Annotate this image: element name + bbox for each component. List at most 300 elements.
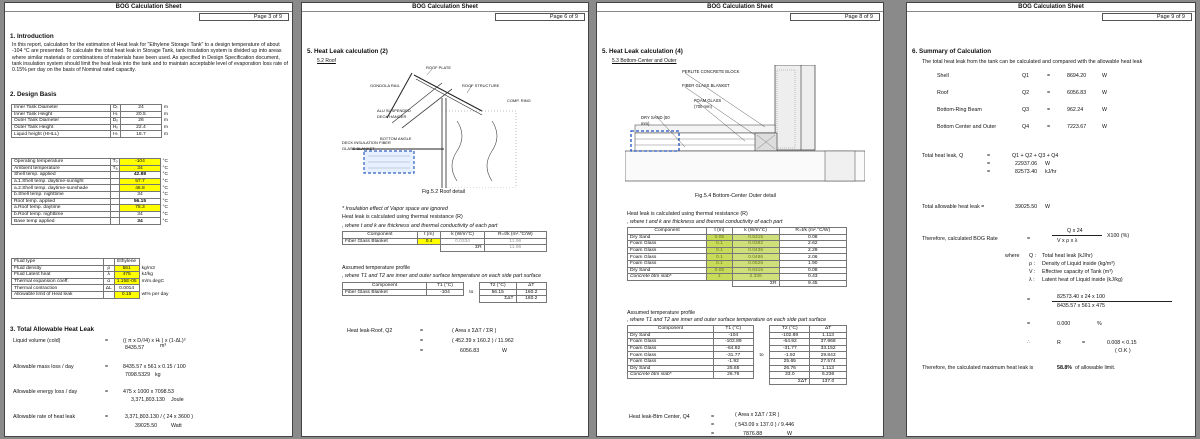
component-name: Dry Sand xyxy=(628,365,714,372)
label: Heat leak-Btm Center, Q4 xyxy=(629,414,690,420)
table-row xyxy=(12,165,171,172)
parameter-unit: °C xyxy=(162,165,168,171)
table-row xyxy=(12,105,171,112)
component-name: Foam Glass xyxy=(628,241,707,248)
unit: W xyxy=(1045,204,1050,210)
t2-value: 33.0 xyxy=(770,372,810,379)
delta-t-value: 1.113 xyxy=(810,365,847,372)
t2-value: 25.65 xyxy=(770,358,810,365)
parameter-value: 45.8 xyxy=(120,185,160,192)
parameter-value: 34 xyxy=(120,165,160,172)
parameter-unit: wt% per day xyxy=(141,292,169,298)
drawing-label: COMP. RING xyxy=(507,98,531,103)
temperature-profile-table xyxy=(627,325,847,385)
parameter-label: Fluid type xyxy=(12,259,104,266)
symbol: λ : xyxy=(1029,277,1035,283)
figure-caption: Fig.5.2 Roof detail xyxy=(422,189,465,195)
parameter-value: 34 xyxy=(120,191,160,198)
delta-t-value: 37.968 xyxy=(810,339,847,346)
drawing-label: ROOF PLATE xyxy=(426,65,452,70)
parameter-unit xyxy=(139,285,170,292)
sum-label: ΣR xyxy=(732,280,779,287)
sheet-title: BOG Calculation Sheet xyxy=(597,3,883,12)
label: R xyxy=(1057,340,1061,346)
text: Assumed temperature profile xyxy=(342,265,411,271)
item-label: Bottom Center and Outer xyxy=(937,124,997,130)
parameter-label: Base temp applied xyxy=(12,218,111,225)
to-label xyxy=(753,345,770,352)
table-row xyxy=(12,278,171,285)
drawing-label: PERLITE CONCRETE BLOCK xyxy=(682,69,740,74)
parameter-symbol xyxy=(110,178,120,185)
formula: Q1 + Q2 + Q3 + Q4 xyxy=(1012,153,1059,159)
label: Allowable energy loss / day xyxy=(13,389,78,395)
formula: 475 x 1000 x 7098.53 xyxy=(123,389,174,395)
table-row xyxy=(12,205,171,212)
parameter-label: a.1.Shell temp. daytime-sunlight xyxy=(12,178,111,185)
thickness-value: 0.1 xyxy=(707,254,733,261)
delta-t-value: 29.843 xyxy=(810,352,847,359)
parameter-label: Fluid Latent heat xyxy=(12,272,104,279)
report-page-3: BOG Calculation Sheet Page 3 of 9 1. Introduction In this report, calculation for the estimation of Heat leak for "Ethylene Storage Tank" to a design temperature of about -104 °C are presented. To calculate the total heat leak in Storage Tank, tank insulation system is divided up into areas where similar materials or combinations of materials have been used. As specified in Design Specification document, tank insulation system should limit the heat leak into the tank and to maintain acceptable level of evaporation loss rate of 0.15% per day on the basis of Nominal rated capacity. 2. Design Basis Inner Tank Diameter Dᵢ 24 m Inner Tank Height Hᵢ 20.5 m Outer Tank Diameter Dₒ 26 m Outer Tank Height Hₒ 22.4 m Liquid height (HHLL) Hₗ 18.7 m Operating temperature Tₒ -104 °C Ambient temperature Tₐ 34 °C Shell temp. applied 42.88 °C a.1.Shell temp. daytime-sunlight 57.7 °C a.2.Shell temp. daytime-sunshade 45.8 °C b.Shell temp. nighttime 34 °C Roof temp. applied 56.15 °C a.Roof temp. daytime 78.3 °C b.Roof temp. nighttime 34 °C Base temp applied 34 °C Fluid type Ethylene Fluid density ρ 561 kg/m3 Fluid Latent heat λ 475 kJ/kg Thermal expansion coeff. α 1.15E-05 m/m.degC Thermal contraction ΔL 0.0014 Allowable limit of Heat leak 0.15 wt% per day 3. Total Allowable Heat Leak Liquid volume (cold) = (( π x Dᵢ²/4) x Hₗ ) x (1-ΔL)³ 8435.57 m³ Allowable mass loss / day = 8435.57 x 561 x 0.15 / 100 7098.5329 kg Allowable energy loss / day = 475 x 1000 x 7098.53 3,371,803.130 Joule Allowable rate of heat leak = 3,371,803.130 / ( 24 x 3600 ) 39025.50 Watt xyxy=(4,2,293,437)
column-header: R=t/k (m².°C/W) xyxy=(779,228,846,235)
parameter-unit: °C xyxy=(162,205,168,211)
parameter-symbol: λ xyxy=(103,272,114,279)
value: 8435.57 xyxy=(125,345,145,351)
parameter-value: 561 xyxy=(114,265,139,272)
blank xyxy=(707,280,733,287)
item-label: Roof xyxy=(937,90,949,96)
parameter-unit: m xyxy=(163,125,168,131)
parameter-label: Ambient temperature xyxy=(12,165,111,172)
parameter-unit: kg/m3 xyxy=(141,265,155,271)
resistance-value: 2.29 xyxy=(779,247,846,254)
t2-value: -31.77 xyxy=(770,345,810,352)
table-row xyxy=(628,254,847,261)
fraction-bar xyxy=(1052,235,1102,236)
sum-label: ΣΔT xyxy=(770,378,810,385)
parameter-symbol xyxy=(110,172,120,179)
parameter-label: b.Shell temp. nighttime xyxy=(12,191,111,198)
equals: = xyxy=(1047,124,1051,130)
parameter-label: Roof temp. applied xyxy=(12,198,111,205)
parameter-unit: m xyxy=(163,131,168,137)
table-row xyxy=(12,131,171,138)
parameter-value: 24 xyxy=(120,105,161,112)
equals: = xyxy=(1047,90,1051,96)
parameter-value: 57.7 xyxy=(120,178,160,185)
thickness-value: 0.1 xyxy=(707,247,733,254)
parameter-value: 475 xyxy=(114,272,139,279)
unit: W xyxy=(502,348,507,354)
table-row xyxy=(628,274,847,281)
table-row xyxy=(628,234,847,241)
value: 7098.5329 xyxy=(125,372,151,378)
item-unit: W xyxy=(1102,73,1107,79)
parameter-label: Thermal contraction xyxy=(12,285,104,292)
table-row xyxy=(12,291,171,298)
t1-value: -1.92 xyxy=(713,358,753,365)
delta-t-value: 27.574 xyxy=(810,358,847,365)
label: Allowable rate of heat leak xyxy=(13,414,76,420)
parameter-value: 0.0014 xyxy=(114,285,139,292)
drawing-label: DRY SAND (50 mm) xyxy=(641,115,670,127)
text: , where t and k are thickness and thermal conductivity of each part xyxy=(627,219,783,225)
label: Liquid volume (cold) xyxy=(13,338,61,344)
text: Heat leak is calculated using thermal resistance (R) xyxy=(342,214,463,220)
item-unit: W xyxy=(1102,107,1107,113)
parameter-symbol: Hₒ xyxy=(110,124,120,131)
t2-value: -1.92 xyxy=(770,352,810,359)
delta-t-value: 6.236 xyxy=(810,372,847,379)
table-row xyxy=(628,267,847,274)
unit: m³ xyxy=(160,343,167,349)
item-value: 962.24 xyxy=(1067,107,1084,113)
to-label xyxy=(753,365,770,372)
parameter-label: Liquid height (HHLL) xyxy=(12,131,111,138)
delta-t-value: 33.152 xyxy=(810,345,847,352)
to-label xyxy=(753,339,770,346)
symbol-definition: Total heat leak (kJ/hr) xyxy=(1042,253,1093,259)
section-heading: 6. Summary of Calculation xyxy=(912,48,992,55)
t1-value: 26.76 xyxy=(713,372,753,379)
parameter-symbol: Hₗ xyxy=(110,131,120,138)
parameter-symbol: Dₒ xyxy=(110,118,120,125)
resistance-table xyxy=(627,227,847,287)
component-name: Foam Glass xyxy=(628,345,714,352)
text: of allowable limit. xyxy=(1075,365,1116,371)
item-symbol: Q1 xyxy=(1022,73,1030,79)
table-row xyxy=(12,124,171,131)
t1-value: -104 xyxy=(713,332,753,339)
parameter-symbol xyxy=(103,291,114,298)
item-label: Shell xyxy=(937,73,949,79)
item-value: 6056.83 xyxy=(1067,90,1087,96)
parameter-unit: °C xyxy=(162,172,168,178)
t1-value: -102.89 xyxy=(713,339,753,346)
figure-caption: Fig.5.4 Bottom-Center Outer detail xyxy=(695,193,776,199)
t1-value: -64.92 xyxy=(713,345,753,352)
column-header: Component xyxy=(628,326,714,333)
formula: (( π x Dᵢ²/4) x Hₗ ) x (1-ΔL)³ xyxy=(123,338,186,344)
parameter-label: Allowable limit of Heat leak xyxy=(12,291,104,298)
component-name: Foam Glass xyxy=(628,352,714,359)
table-row xyxy=(12,118,171,125)
parameter-unit: °C xyxy=(162,212,168,218)
parameter-label: Inner Tank Diameter xyxy=(12,105,111,112)
section-heading: 3. Total Allowable Heat Leak xyxy=(10,326,94,333)
formula: ( Area x ΣΔT / ΣR ) xyxy=(735,412,780,418)
page-number: Page 8 of 9 xyxy=(790,13,880,21)
text: , where t and k are thickness and thermal conductivity of each part xyxy=(342,223,498,229)
parameter-value: 1.15E-05 xyxy=(114,278,139,285)
table-row xyxy=(628,365,847,372)
column-header: t (m) xyxy=(707,228,733,235)
parameter-label: Shell temp. applied xyxy=(12,172,111,179)
text: Assumed temperature profile xyxy=(627,310,696,316)
parameter-symbol: ΔL xyxy=(103,285,114,292)
formula-denominator: V x ρ x λ xyxy=(1057,238,1078,244)
component-name: Foam Glass xyxy=(628,358,714,365)
sum-value: 137.0 xyxy=(810,378,847,385)
parameter-unit xyxy=(139,259,170,266)
t2-value: -102.89 xyxy=(770,332,810,339)
label: Heat leak-Roof, Q2 xyxy=(347,328,393,334)
resistance-value: 2.06 xyxy=(779,254,846,261)
page-number: Page 3 of 9 xyxy=(199,13,289,21)
conductivity-value: 0.0486 xyxy=(732,254,779,261)
formula: 8435.57 x 561 x 0.15 / 100 xyxy=(123,364,186,370)
parameter-value: 56.15 xyxy=(120,198,160,205)
parameter-label: Outer Tank Height xyxy=(12,124,111,131)
column-header: T2 (°C) xyxy=(770,326,810,333)
parameter-symbol xyxy=(103,259,114,266)
text: , where T1 and T2 are inner and outer surface temperature on each side part surface xyxy=(342,273,542,279)
subsection-label: 5.2 Roof xyxy=(317,58,336,64)
symbol-definition: Density of Liquid inside (kg/m³) xyxy=(1042,261,1115,267)
text: The total heat leak from the tank can be calculated and compared with the allowable heat leak xyxy=(922,59,1143,65)
parameter-symbol: Tₒ xyxy=(110,159,120,166)
table-row xyxy=(628,345,847,352)
unit: kg xyxy=(155,372,161,378)
parameter-symbol: ρ xyxy=(103,265,114,272)
delta-t-value: 1.113 xyxy=(810,332,847,339)
sheet-title: BOG Calculation Sheet xyxy=(302,3,588,12)
t2-value: -64.92 xyxy=(770,339,810,346)
text: where xyxy=(1005,253,1020,259)
to-label xyxy=(753,332,770,339)
thickness-value: 0.05 xyxy=(707,234,733,241)
resistance-value: 1.90 xyxy=(779,260,846,267)
resistance-value: 0.08 xyxy=(779,267,846,274)
parameter-symbol xyxy=(110,198,120,205)
component-name: Dry Sand xyxy=(628,332,714,339)
column-header: Component xyxy=(628,228,707,235)
drawing-label: ALU SUSPENDED DECK HANGER xyxy=(377,108,411,120)
thickness-value: 0.1 xyxy=(707,260,733,267)
temperature-profile-table: Component T1 (°C) T2 (°C) ΔT Fiber Glass Blanket -104 to 56.15 160.2 ΣΔT 160.2 xyxy=(342,282,547,303)
to-label xyxy=(753,372,770,379)
parameter-unit: m xyxy=(163,105,168,111)
formula-numerator: 82573.40 x 24 x 100 xyxy=(1057,294,1106,300)
drawing-label: FIBER GLASS BLANKET xyxy=(682,83,730,88)
intro-paragraph: In this report, calculation for the estimation of Heat leak for "Ethylene Storage Tank" to a design temperature of about -104 °C are presented. To calculate the total heat leak in Storage Tank, tank insulation system is divided up into areas where similar materials or combinations of materials have been used. As specified in Design Specification document, tank insulation system should limit the heat leak into the tank and to maintain acceptable level of evaporation loss rate of 0.15% per day on the basis of Nominal rated capacity. xyxy=(12,42,288,74)
parameter-label: b.Roof temp. nighttime xyxy=(12,211,111,218)
parameter-value: Ethylene xyxy=(114,259,139,266)
conductivity-value: 0.6315 xyxy=(732,267,779,274)
parameter-label: a.2.Shell temp. daytime-sunshade xyxy=(12,185,111,192)
value: 22937.06 xyxy=(1015,161,1038,167)
resistance-value: 2.62 xyxy=(779,241,846,248)
parameter-unit: °C xyxy=(162,179,168,185)
unit: Joule xyxy=(171,397,184,403)
table-row xyxy=(628,332,847,339)
t1-value: 25.65 xyxy=(713,365,753,372)
parameter-unit: °C xyxy=(162,218,168,224)
text: Heat leak is calculated using thermal resistance (R) xyxy=(627,211,748,217)
parameter-value: -104 xyxy=(120,159,160,166)
equals: = xyxy=(1047,107,1051,113)
parameter-unit: m xyxy=(163,111,168,117)
parameter-label: Inner Tank Height xyxy=(12,111,111,118)
page-number: Page 9 of 9 xyxy=(1102,13,1192,21)
formula-denominator: 8435.57 x 561 x 475 xyxy=(1057,303,1106,309)
symbol: V : xyxy=(1029,269,1036,275)
parameter-unit: °C xyxy=(162,192,168,198)
text: X100 (%) xyxy=(1107,233,1130,239)
value: 3,371,803.130 xyxy=(131,397,165,403)
component-name: Foam Glass xyxy=(628,260,707,267)
label: Total allowable heat leak = xyxy=(922,204,985,210)
table-row xyxy=(12,191,171,198)
parameter-symbol xyxy=(110,185,120,192)
table-row xyxy=(12,159,171,166)
parameter-unit: m xyxy=(163,118,168,124)
symbol: Q : xyxy=(1029,253,1037,259)
dimensions-table xyxy=(11,104,171,138)
symbol-definition: Effective capacity of Tank (m³) xyxy=(1042,269,1113,275)
to-label xyxy=(753,358,770,365)
parameter-value: 0.15 xyxy=(114,291,139,298)
conductivity-value: 0.6315 xyxy=(732,234,779,241)
conductivity-value: 0.0436 xyxy=(732,247,779,254)
label: Total heat leak, Q xyxy=(922,153,964,159)
report-page-9: BOG Calculation Sheet Page 9 of 9 6. Summary of Calculation The total heat leak from the tank can be calculated and compared with the allowable heat leak Shell Q1 = 8694.20 W Roof Q2 = 6056.83 W Bottom-Ring Beam Q3 = 962.24 W Bottom Center and Outer Q4 = 7223.67 W Total heat leak, Q = Q1 + Q2 + Q3 + Q4 = 22937.06 W = 82573.40 kJ/hr Total allowable heat leak = 39025.50 W Therefore, calculated BOG Rate = Q x 24 V x ρ x λ X100 (%) where Q : Total heat leak (kJ/hr) ρ : Density of Liquid inside (kg/m³) V : Effective capacity of Tank (m³) λ : Latent heat of Liquid inside (kJ/kg) = 82573.40 x 24 x 100 8435.57 x 561 x 475 = 0.000 % ∴ R = 0.008 < 0.15 ( O.K ) Therefore, the calculated maximum heat leak is 58.8% of allowable limit. xyxy=(906,2,1196,437)
conductivity-value: 0.0382 xyxy=(732,241,779,248)
table-row xyxy=(628,260,847,267)
formula-numerator: Q x 24 xyxy=(1067,228,1083,234)
fluid-table xyxy=(11,258,171,299)
component-name: Dry Sand xyxy=(628,267,707,274)
component-name: Foam Glass xyxy=(628,339,714,346)
table-row xyxy=(12,272,171,279)
item-unit: W xyxy=(1102,124,1107,130)
value: 39025.50 xyxy=(135,423,158,429)
parameter-symbol xyxy=(110,205,120,212)
parameter-symbol xyxy=(110,211,120,218)
resistance-value: 0.08 xyxy=(779,234,846,241)
parameter-label: Thermal expansion coeff. xyxy=(12,278,104,285)
parameter-value: 78.3 xyxy=(120,205,160,212)
table-row xyxy=(628,358,847,365)
percentage: 58.8% xyxy=(1057,365,1073,371)
table-row xyxy=(12,265,171,272)
item-symbol: Q4 xyxy=(1022,124,1030,130)
subsection-label: 5.3 Bottom-Center and Outer xyxy=(612,58,677,64)
conductivity-value: 0.0526 xyxy=(732,260,779,267)
drawing-label: FOAM GLASS (700 mm) xyxy=(694,98,722,110)
parameter-unit: kJ/kg xyxy=(141,272,153,278)
parameter-unit: °C xyxy=(162,159,168,165)
unit: W xyxy=(1045,161,1050,167)
to-label: to xyxy=(759,352,764,358)
table-row xyxy=(12,218,171,225)
parameter-unit: °C xyxy=(162,198,168,204)
formula: ( Area x ΣΔT / ΣR ) xyxy=(452,328,497,334)
table-row xyxy=(12,259,171,266)
parameter-value: 22.4 xyxy=(120,124,161,131)
item-value: 8694.20 xyxy=(1067,73,1087,79)
section-heading: 5. Heat Leak calculation (2) xyxy=(307,48,388,55)
item-symbol: Q3 xyxy=(1022,107,1030,113)
text: Therefore, the calculated maximum heat leak is xyxy=(922,365,1034,371)
blank xyxy=(628,378,714,385)
table-row xyxy=(628,372,847,379)
parameter-value: 18.7 xyxy=(120,131,161,138)
drawing-label: GONDOLA RAIL xyxy=(370,83,400,88)
parameter-value: 42.88 xyxy=(120,172,160,179)
component-name: Dry Sand xyxy=(628,234,707,241)
item-unit: W xyxy=(1102,90,1107,96)
table-row xyxy=(628,241,847,248)
table-row xyxy=(12,285,171,292)
parameter-label: a.Roof temp. daytime xyxy=(12,205,111,212)
check: 0.008 < 0.15 xyxy=(1107,340,1137,346)
parameter-symbol: α xyxy=(103,278,114,285)
unit: Watt xyxy=(171,423,182,429)
parameter-value: 20.5 xyxy=(120,111,161,118)
page-number: Page 6 of 9 xyxy=(495,13,585,21)
parameter-unit: °C xyxy=(162,185,168,191)
note: * Insulation effect of Vapor space are ignored xyxy=(342,206,448,212)
symbol-definition: Latent heat of Liquid inside (kJ/kg) xyxy=(1042,277,1123,283)
resistance-value: 0.43 xyxy=(779,274,846,281)
table-row xyxy=(628,352,847,359)
drawing-label: DECK INSULATION FIBER GLASS BLANKET xyxy=(342,140,391,152)
conductivity-value: 2.336 xyxy=(732,274,779,281)
parameter-value: 34 xyxy=(120,211,160,218)
table-row xyxy=(628,339,847,346)
drawing-label: ROOF STRUCTURE xyxy=(462,83,500,88)
roof-detail-drawing xyxy=(332,63,562,188)
parameter-value: 34 xyxy=(120,218,160,225)
parameter-symbol xyxy=(110,218,120,225)
equals: = xyxy=(1047,73,1051,79)
section-heading: 5. Heat Leak calculation (4) xyxy=(602,48,683,55)
value: 6056.83 xyxy=(460,348,480,354)
formula: 3,371,803.130 / ( 24 x 3600 ) xyxy=(125,414,194,420)
parameter-unit: m/m.degC xyxy=(141,279,165,285)
value: 82573.40 xyxy=(1015,169,1038,175)
parameter-label: Fluid density xyxy=(12,265,104,272)
table-row xyxy=(12,111,171,118)
thickness-value: 0.05 xyxy=(707,267,733,274)
parameter-symbol: Tₐ xyxy=(110,165,120,172)
table-row xyxy=(12,185,171,192)
report-page-8: BOG Calculation Sheet Page 8 of 9 5. Heat Leak calculation (4) 5.3 Bottom-Center and Outer PERLITE CONCRETE BLOCK FIBER GLASS BLANKET FOAM GLASS (700 mm) DRY SAND (50 mm) Fig.5.4 Bottom-Center Outer detail Heat leak is calculated using thermal resistance (R) , where t and k are thickness and thermal conductivity of each part Component t (m) k (W/m°C) R=t/k (m².°C/W) Dry Sand 0.05 0.6315 0.08 Foam Glass 0.1 0.0382 2.62 Foam Glass 0.1 0.0436 2.29 Foam Glass 0.1 0.0486 2.06 Foam Glass 0.1 0.0526 1.90 Dry Sand 0.05 0.6315 0.08 Concrete btm slab* 1 2.336 0.43 ΣR 9.45 Assumed temperature profile , where T1 and T2 are inner and outer surface temperature on each side part surface Component T1 (°C) T2 (°C) ΔT Dry Sand -104 -102.89 1.113 Foam Glass -102.89 -64.92 37.968 Foam Glass -64.92 -31.77 33.152 Foam Glass -31.77 to -1.92 29.843 Foam Glass -1.92 25.65 27.574 Dry Sand 25.65 26.76 1.113 Concrete btm slab* 26.76 33.0 6.236 ΣΔT 137.0 Heat leak-Btm Center, Q4 = ( Area x ΣΔT / ΣR ) = ( 543.09 x 137.0 ) / 9.446 = 7876.88 W xyxy=(596,2,884,437)
t2-value: 26.76 xyxy=(770,365,810,372)
column-header: ΔT xyxy=(810,326,847,333)
sum-value: 9.45 xyxy=(779,280,846,287)
resistance-table: Component t (m) k (W/m°C) R=t/k (m².°C/W) Fiber Glass Blanket 0.4 0.0334 11.96 ΣR 11.96 xyxy=(342,231,547,252)
parameter-label: Outer Tank Diameter xyxy=(12,118,111,125)
formula: ( 452.39 x 160.2 ) / 11.962 xyxy=(452,338,514,344)
component-name: Concrete btm slab* xyxy=(628,274,707,281)
table-row xyxy=(12,172,171,179)
thickness-value: 0.1 xyxy=(707,241,733,248)
unit: kJ/hr xyxy=(1045,169,1057,175)
parameter-value: 26 xyxy=(120,118,161,125)
component-name: Foam Glass xyxy=(628,254,707,261)
item-symbol: Q2 xyxy=(1022,90,1030,96)
column-header: T1 (°C) xyxy=(713,326,753,333)
parameter-label: Operating temperature xyxy=(12,159,111,166)
table-row xyxy=(12,211,171,218)
t1-value: -31.77 xyxy=(713,352,753,359)
parameter-symbol xyxy=(110,191,120,198)
temperatures-table xyxy=(11,158,171,225)
value: 39025.50 xyxy=(1015,204,1038,210)
